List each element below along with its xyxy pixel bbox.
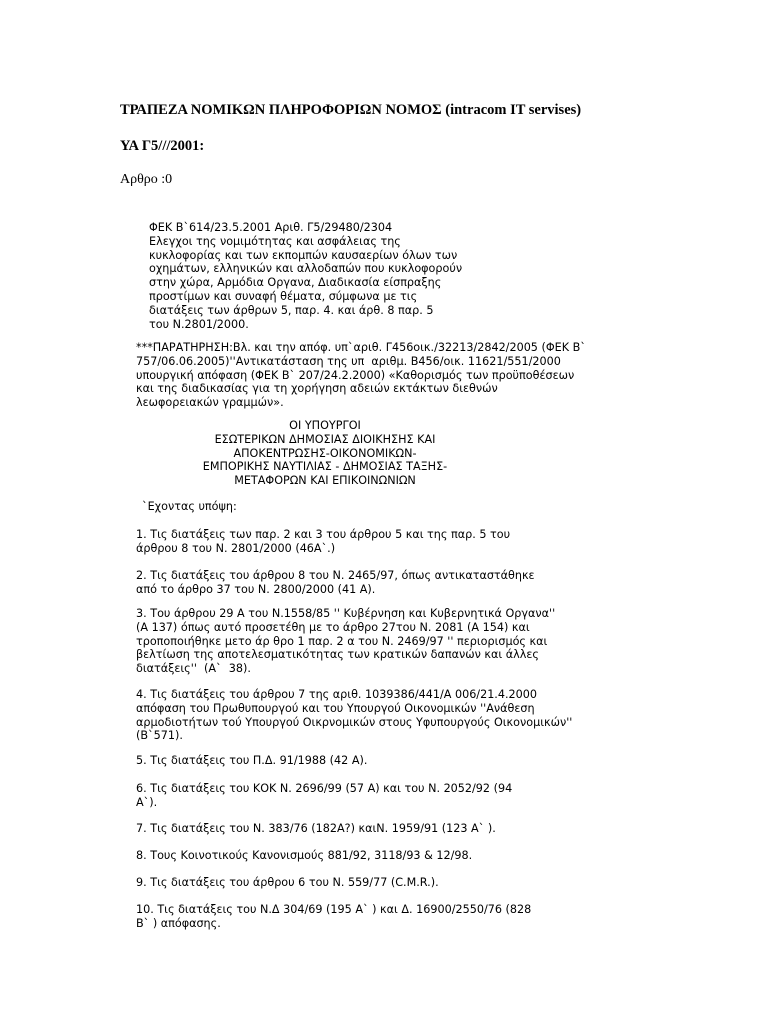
list-item: 5. Τις διατάξεις του Π.Δ. 91/1988 (42 Α).	[136, 754, 368, 767]
list-item: 1. Τις διατάξεις των παρ. 2 και 3 του άρθρου 5 και της παρ. 5 του άρθρου 8 του Ν. 2801/2000 (46Α`.)	[136, 528, 511, 555]
document-title: ΤΡΑΠΕΖΑ ΝΟΜΙΚΩΝ ΠΛΗΡΟΦΟΡΙΩΝ ΝΟΜΟΣ (intracom IT servises)	[120, 102, 582, 118]
note-paragraph: ***ΠΑΡΑΤΗΡΗΣΗ:Βλ. και την απόφ. υπ`αριθ. Γ456οικ./32213/2842/2005 (ΦΕΚ Β` 757/06.06.2005)''Αντικατάσταση της υπ αριθμ. Β456/οικ. 11621/551/2000 υπουργική απόφαση (ΦΕΚ Β` 207/24.2.2000) «Καθορισμός των προϋποθέσεων και της διαδικασίας για τη χορήγηση αδειών εκτάκτων διεθνών λεωφορειακών γραμμών».	[136, 341, 586, 410]
list-item: 8. Τους Κοινοτικούς Κανονισμούς 881/92, 3118/93 & 12/98.	[136, 849, 473, 862]
list-item: 7. Τις διατάξεις του Ν. 383/76 (182Α?) καιΝ. 1959/91 (123 Α` ).	[136, 822, 496, 835]
list-item: 4. Τις διατάξεις του άρθρου 7 της αριθ. 1039386/441/Α 006/21.4.2000 απόφαση του Πρωθυπουργού και του Υπουργού Οικονομικών ''Ανάθεση αρμοδιοτήτων τού Υπουργού Οικρνομικών στους Υφυπουργούς Οικονομικών'' (Β`571).	[136, 688, 573, 743]
list-item: 3. Του άρθρου 29 Α του Ν.1558/85 '' Κυβέρνηση και Κυβερνητικά Οργανα'' (Α 137) όπως αυτό προσετέθη με το άρθρο 27του Ν. 2081 (Α 154) και τροποποιήθηκε μετο άρ θρο 1 παρ. 2 α του Ν. 2469/97 '' περιορισμός και βελτίωση της αποτελεσματικότητας των κρατικών δαπανών και άλλες διατάξεις'' (Α` 38).	[136, 607, 556, 676]
ministers-heading: ΟΙ ΥΠΟΥΡΓΟΙ ΕΣΩΤΕΡΙΚΩΝ ΔΗΜΟΣΙΑΣ ΔΙΟΙΚΗΣΗΣ ΚΑΙ ΑΠΟΚΕΝΤΡΩΣΗΣ-ΟΙΚΟΝΟΜΙΚΩΝ- ΕΜΠΟΡΙΚΗΣ ΝΑΥΤΙΛΙΑΣ - ΔΗΜΟΣΙΑΣ ΤΑΞΗΣ- ΜΕΤΑΦΟΡΩΝ ΚΑΙ ΕΠΙΚΟΙΝΩΝΙΩΝ	[202, 419, 448, 488]
gazette-header-block: ΦΕΚ Β`614/23.5.2001 Αριθ. Γ5/29480/2304 Ελεγχοι της νομιμότητας και ασφάλειας της κυκλοφορίας και των εκπομπών καυσαερίων όλων των οχημάτων, ελληνικών και αλλοδαπών που κυκλοφορούν στην χώρα, Αρμόδια Οργανα, Διαδικασία είσπραξης προστίμων και συναφή θέματα, σύμφωνα με τις διατάξεις των άρθρων 5, παρ. 4. και άρθ. 8 παρ. 5 του Ν.2801/2000.	[149, 221, 463, 331]
list-item: 2. Τις διατάξεις του άρθρου 8 του Ν. 2465/97, όπως αντικαταστάθηκε από το άρθρο 37 του Ν. 2800/2000 (41 Α).	[136, 569, 535, 596]
decision-number: ΥΑ Γ5///2001:	[120, 138, 205, 154]
article-number: Αρθρο :0	[120, 172, 173, 187]
list-item: 9. Τις διατάξεις του άρθρου 6 του Ν. 559/77 (C.M.R.).	[136, 876, 439, 889]
having-regard-heading: `Εχοντας υπόψη:	[142, 500, 237, 513]
list-item: 6. Τις διατάξεις του ΚΟΚ Ν. 2696/99 (57 Α) και του Ν. 2052/92 (94 Α`).	[136, 782, 513, 809]
list-item: 10. Τις διατάξεις του Ν.Δ 304/69 (195 Α` ) και Δ. 16900/2550/76 (828 Β` ) απόφασης.	[136, 903, 532, 930]
